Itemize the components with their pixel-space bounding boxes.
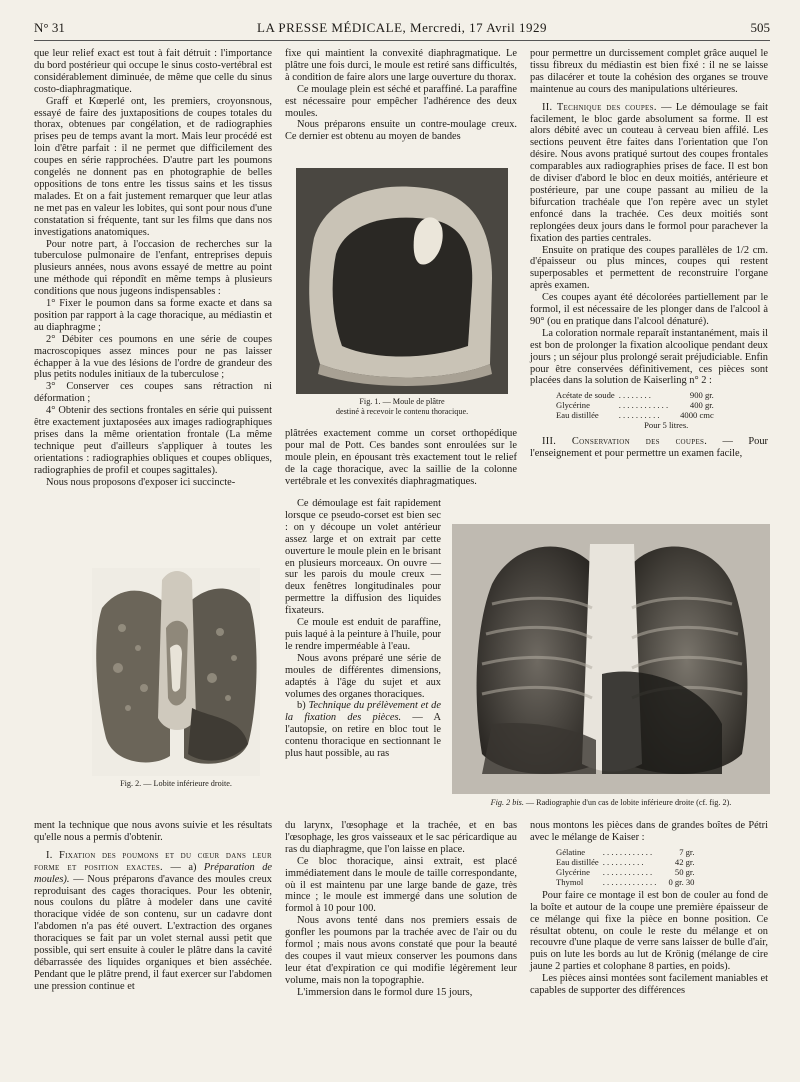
paragraph: Nous avons préparé une série de moules de différentes dimensions, adaptés à l'âge du sujet et aux volumes des organes thoraciques. bbox=[285, 652, 441, 700]
journal-title: LA PRESSE MÉDICALE, Mercredi, 17 Avril 1929 bbox=[257, 20, 547, 35]
fig1-caption-line-1: Fig. 1. — Moule de plâtre bbox=[359, 397, 445, 406]
column-1-bottom bbox=[34, 820, 272, 993]
header-rule bbox=[34, 40, 770, 41]
table-row: Acétate de soude . . . . . . . . 900 gr. bbox=[556, 390, 714, 401]
paragraph: pour permettre un durcissement complet grâce auquel le tissu fibreux du médiastin est bien fixé : il ne se laisse pas dilacérer et toute la cohésion des organes se trouve maintenue au cours des manipulations ultérieures. bbox=[530, 48, 768, 95]
column-2-narrow bbox=[285, 498, 441, 760]
page-header bbox=[34, 20, 770, 38]
paragraph: du larynx, l'œsophage et la trachée, et en bas l'œsophage, les gros vaisseaux et le sac péricardique au ras du diaphragme, que l'on laisse en place. bbox=[285, 820, 517, 855]
paragraph: b) Technique du prélèvement et de la fixation des pièces. — A l'autopsie, on retire en bloc tout le contenu thoracique en sectionnant le plus haut possible, au ras bbox=[285, 700, 441, 760]
paragraph: fixe qui maintient la convexité diaphragmatique. Le plâtre une fois durci, le moule est retiré sans difficultés, à condition de faire alors une large ouverture du thorax. bbox=[285, 48, 517, 83]
fig1-plaster-mold-image bbox=[296, 168, 508, 394]
table-row: Eau distillée . . . . . . . . . . 4000 cmc bbox=[556, 410, 714, 421]
paragraph: Ce moulage plein est séché et paraffiné. La paraffine est nécessaire pour empêcher l'adhérence des deux moules. bbox=[285, 83, 517, 119]
fig2bis-caption: Fig. 2 bis. — Radiographie d'un cas de lobite inférieure droite (cf. fig. 2). bbox=[490, 798, 732, 807]
paragraph: Graff et Kœperlé ont, les premiers, croyonsnous, essayé de faire des juxtapositions de coupes totales du thorax, obtenues par congélation, et de radiographies prises peu de temps avant la mort. Mais leur procédé est loin d'être parfait : il ne permet que difficilement des coupes en série rapprochées. D'autre part les poumons congelés ne donnent pas en photographie de belles oppositions de tons entre les tissus sains et les tissus malades. Et on a fait justement remarquer que leur atlas ne met pas en valeur les lobites, qui sont pour nous d'une constatation si fréquente, tant sur les films que dans nos investigations anatomiques. bbox=[34, 95, 272, 238]
paragraph: Nous préparons ensuite un contre-moulage creux. Ce dernier est obtenu au moyen de bandes bbox=[285, 119, 517, 143]
table-row: Gélatine . . . . . . . . . . . . 7 gr. bbox=[556, 846, 695, 857]
paragraph: plâtrées exactement comme un corset orthopédique pour mal de Pott. Ces bandes sont enroulées sur le moule plein, en épousant très exactement tout le relief de la cage thoracique, avec la saillie de la colonne vertébrale et les convexités diaphragmatiques. bbox=[285, 428, 517, 487]
column-2-bottom bbox=[285, 820, 517, 999]
fig2bis-radiograph-image bbox=[452, 524, 770, 794]
column-2 bbox=[285, 48, 517, 143]
column-2-middle bbox=[285, 428, 517, 488]
paragraph: Pour faire ce montage il est bon de couler au fond de la boîte et autour de la coupe une première épaisseur de ce mélange qui fixe la pièce en bonne position. Ce résultat obtenu, on coule le reste du mélange et on recouvre d'une plaque de verre sans laisser de bulle d'air, puis on lute les bords au lut de Krönig (mélange de cire jaune 2 parties et colophane 8 parties, en poids). bbox=[530, 889, 768, 973]
list-item: 2° Débiter ces poumons en une série de coupes macroscopiques assez minces pour ne pas laisser échapper à la vue des lésions de l'ordre de grandeur des plus petits nodules initiaux de la tuberculose ; bbox=[34, 333, 272, 381]
table-row: Pour 5 litres. bbox=[644, 420, 689, 431]
table-row: Glycérine . . . . . . . . . . . . 50 gr. bbox=[556, 866, 695, 877]
column-3-bottom bbox=[530, 820, 768, 997]
column-1 bbox=[34, 48, 272, 489]
paragraph: Ce moule est enduit de paraffine, puis laqué à la peinture à l'huile, pour le rendre imperméable à l'eau. bbox=[285, 617, 441, 652]
list-item: 3° Conserver ces coupes sans rétraction ni déformation ; bbox=[34, 381, 272, 405]
paragraph: Les pièces ainsi montées sont facilement maniables et capables de supporter des différences bbox=[530, 973, 768, 997]
fig2-lung-section-image bbox=[92, 568, 260, 776]
section-heading: II. Technique des coupes. — Le démoulage se fait facilement, le bloc garde absolument sa forme. Il est alors débité avec un couteau à cerveau bien affilé. Les sections peuvent être faites dans l'orientation que l'on désire. Nous avons pratiqué surtout des coupes frontales comparables aux radiographies prises de face. Il est bon de diviser d'abord le bloc en deux moitiés, antérieure et postérieure, par une coupe passant au milieu de la bifurcation trachéale que l'on repère avec un stylet enfoncé dans la trachée. Ces deux moitiés sont replongées deux jours dans le formol pour parachever la fixation des parties centrales. bbox=[530, 101, 768, 244]
paragraph: Ce démoulage est fait rapidement lorsque ce pseudo-corset est bien sec : on y découpe un volet antérieur assez large et on extrait par cette ouverture le moule plein en le brisant en plusieurs morceaux. On ouvre — sur les parois du moule creux — deux fenêtres longitudinales pour permettre la diffusion des liquides fixateurs. bbox=[285, 498, 441, 617]
issue-number: N° 31 bbox=[34, 20, 65, 35]
fig2-caption: Fig. 2. — Lobite inférieure droite. bbox=[120, 779, 232, 788]
paragraph: Nous avons tenté dans nos premiers essais de gonfler les poumons par la trachée avec de l'air ou du formol ; mais nous avons constaté que pour la beauté des coupes il vaut mieux conserver les poumons dans leur état d'expiration ce qui modifie légèrement leur volume, mais non la topographie. bbox=[285, 915, 517, 986]
column-3 bbox=[530, 48, 768, 460]
page-number: 505 bbox=[750, 20, 770, 35]
table-row: Glycérine . . . . . . . . . . . . 400 gr. bbox=[556, 400, 714, 411]
paragraph: Ensuite on pratique des coupes parallèles de 1/2 cm. d'épaisseur ou plus minces, coupes qui restent superposables et permettent de reconstruire l'organe après examen. bbox=[530, 244, 768, 292]
paragraph: Pour notre part, à l'occasion de recherches sur la tuberculose pulmonaire de l'enfant, entreprises depuis plusieurs années, nous avons essayé de mettre au point une méthode qui répondît en même temps à plusieurs conditions que nous jugeons indispensables : bbox=[34, 238, 272, 298]
paragraph: ment la technique que nous avons suivie et les résultats qu'elle nous a permis d'obtenir. bbox=[34, 820, 272, 843]
kaiser-mixture-table bbox=[554, 847, 696, 887]
paragraph: La coloration normale reparaît instantanément, mais il est bon de prolonger la fixation alcoolique pendant deux jours ; un séjour plus prolongé serait préjudiciable. Enfin pour être conservées définitivement, ces pièces sont placées dans la solution de Kaiserling n° 2 : bbox=[530, 327, 768, 387]
table-row: Eau distillée . . . . . . . . . . 42 gr. bbox=[556, 856, 695, 867]
paragraph: nous montons les pièces dans de grandes boîtes de Pétri avec le mélange de Kaiser : bbox=[530, 820, 768, 843]
fig1-caption-line-2: destiné à recevoir le contenu thoracique. bbox=[335, 407, 469, 416]
paragraph: Nous nous proposons d'exposer ici succincte- bbox=[46, 476, 236, 488]
list-item: 1° Fixer le poumon dans sa forme exacte et dans sa position par rapport à la cage thoracique, au médiastin et au diaphragme ; bbox=[34, 298, 272, 333]
paragraph: L'immersion dans le formol dure 15 jours, bbox=[297, 986, 473, 998]
list-item: 4° Obtenir des sections frontales en série qui puissent être exactement juxtaposées aux images radiographiques prises dans la même orientation frontale (La même technique peut d'ailleurs s'appliquer à toutes les orientations : radiographies obliques et coupes obliques, radiographies de profil et coupes sagittales). bbox=[34, 405, 272, 476]
paragraph: Ce bloc thoracique, ainsi extrait, est placé immédiatement dans le moule de taille correspondante, où il est maintenu par une large bande de gaze, très mince ; le moule est immergé dans une solution de formol à 10 pour 100. bbox=[285, 855, 517, 915]
paragraph: Ces coupes ayant été décolorées partiellement par le formol, il est nécessaire de les plonger dans de l'alcool à 90° (ou en pratique dans l'alcool dénaturé). bbox=[530, 292, 768, 327]
section-heading: III. Conservation des coupes. — Pour l'enseignement et pour permettre un examen facile, bbox=[530, 436, 768, 460]
section-heading: I. Fixation des poumons et du cœur dans leur forme et position exactes. — a) Préparation de moules). — Nous préparons d'avance des moules creux reproduisant des cages thoraciques. Pour les obtenir, nous coulons du plâtre à modeler dans une cavité thoracique vidée de son contenu, sur un cadavre dont l'abdomen n'a pas été ouvert. L'extraction des organes thoraciques se fait par un volet sternal aussi petit que possible, qui sert ensuite à couler le plâtre dans la cavité débarrassée des liquides organiques et bien asséchée. Pendant que le plâtre prend, il faut exercer sur l'abdomen une pression continue et bbox=[34, 849, 273, 992]
table-row: Thymol . . . . . . . . . . . . . 0 gr. 30 bbox=[556, 876, 695, 887]
kaiserling-recipe-table bbox=[554, 390, 716, 430]
paragraph: que leur relief exact est tout à fait détruit : l'importance du bord postérieur qui occupe le sinus costo-vertébral est considérablement diminuée, de même que celle du sinus costo-diaphragmatique. bbox=[34, 48, 272, 95]
